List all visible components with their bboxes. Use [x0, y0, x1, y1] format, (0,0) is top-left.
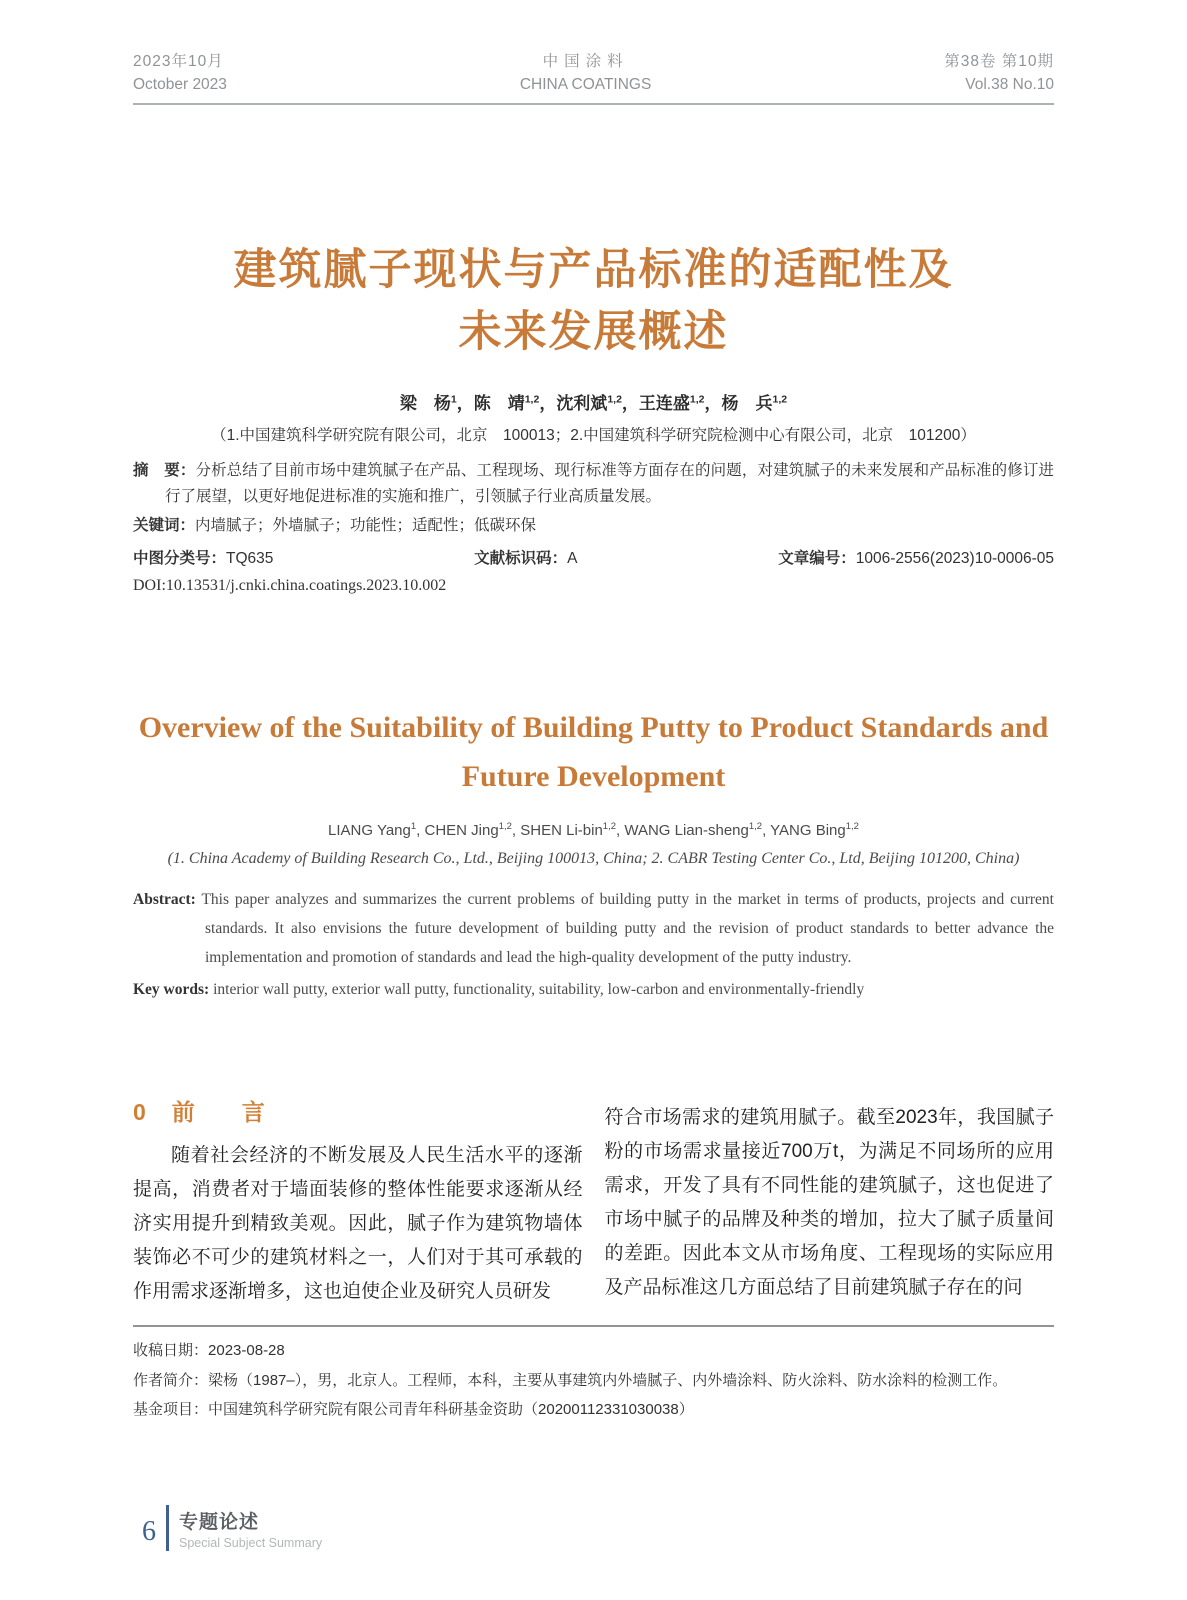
authors-en — [133, 821, 1054, 839]
running-head-journal — [520, 50, 651, 96]
abstract-cn — [133, 458, 1054, 510]
section-heading — [133, 1094, 583, 1127]
running-head-date — [133, 50, 227, 96]
footer-section-en: Special Subject Summary — [179, 1535, 323, 1550]
doi: DOI:10.13531/j.cnki.china.coatings.2023.10.002 — [133, 577, 447, 594]
date-en: October 2023 — [133, 76, 227, 93]
running-head-issue — [944, 50, 1054, 96]
author-en: CHEN Jing$^{1,2}$, — [424, 821, 521, 839]
section-number: 0 — [133, 1099, 146, 1125]
clc-number: 中图分类号：TQ635 — [133, 550, 274, 567]
article-title-cn-line1: 建筑腻子现状与产品标准的适配性及 — [233, 246, 954, 294]
journal-name-cn: 中国涂料 — [542, 53, 629, 70]
author-cn: 杨 兵$^{1,2}$ — [721, 393, 788, 413]
author-en: SHEN Li-bin$^{1,2}$, — [520, 821, 625, 839]
footer-section-label — [179, 1507, 322, 1550]
author-en: WANG Lian-sheng$^{1,2}$, — [624, 821, 771, 839]
keywords-en-label: Key words: — [133, 981, 210, 998]
abstract-cn-block — [133, 458, 1054, 539]
section-title: 前 言 — [171, 1099, 277, 1125]
footer-divider-bar — [166, 1505, 169, 1551]
body-paragraph-right: 符合市场需求的建筑用腻子。截至2023年，我国腻子粉的市场需求量接近700万t，为满足不同场所的应用需求，开发了具有不同性能的建筑腻子，这也促进了市场中腻子的品牌及种类的增加，拉大了腻子质量间的差距。因此本文从市场角度、工程现场的实际应用及产品标准这几方面总结了目前建筑腻子存在的问 — [604, 1107, 1054, 1298]
body-column-left — [133, 1094, 583, 1309]
footnotes — [133, 1325, 1054, 1425]
author-cn: 梁 杨$^1$， — [399, 393, 474, 413]
body-columns — [133, 1094, 1054, 1309]
footnote-received-date: 收稿日期：2023-08-28 — [133, 1342, 285, 1359]
journal-page — [133, 0, 1054, 1425]
body-column-right — [605, 1094, 1055, 1309]
page-number: 6 — [142, 1516, 156, 1547]
abstract-en-label: Abstract: — [133, 891, 196, 908]
page-footer — [142, 1505, 322, 1551]
article-title-cn — [133, 239, 1054, 363]
author-en: LIANG Yang$^1$, — [328, 821, 425, 839]
article-title-cn-line2: 未来发展概述 — [458, 308, 729, 356]
affiliation-en: (1. China Academy of Building Research Co., Ltd., Beijing 100013, China; 2. CABR Testing Center Co., Ltd, Beijing 101200, China) — [167, 850, 1020, 867]
authors-cn — [133, 389, 1054, 414]
date-cn: 2023年10月 — [133, 53, 224, 70]
keywords-cn-label: 关键词： — [133, 517, 196, 534]
author-cn: 沈利斌$^{1,2}$， — [556, 393, 639, 413]
abstract-en-block — [133, 885, 1054, 1004]
keywords-en — [133, 975, 1054, 1004]
footnote-author-bio: 作者简介：梁杨（1987–），男，北京人。工程师，本科，主要从事建筑内外墙腻子、内外墙涂料、防火涂料、防水涂料的检测工作。 — [133, 1371, 1008, 1389]
keywords-en-text: interior wall putty, exterior wall putty, functionality, suitability, low-carbon and environmentally-friendly — [213, 981, 865, 998]
abstract-en — [133, 885, 1054, 972]
abstract-cn-text: 分析总结了目前市场中建筑腻子在产品、工程现场、现行标准等方面存在的问题，对建筑腻子的未来发展和产品标准的修订进行了展望，以更好地促进标准的实施和推广，引领腻子行业高质量发展。 — [165, 462, 1054, 505]
affiliation-cn: （1.中国建筑科学研究院有限公司，北京 100013；2.中国建筑科学研究院检测中心有限公司，北京 101200） — [211, 427, 976, 444]
article-title-en: Overview of the Suitability of Building Putty to Product Standards and Future Development — [138, 711, 1049, 793]
author-cn: 陈 靖$^{1,2}$， — [473, 393, 557, 413]
article-id: 文章编号：1006-2556(2023)10-0006-05 — [778, 550, 1054, 567]
journal-name-en: CHINA COATINGS — [519, 76, 652, 93]
document-code: 文献标识码：A — [474, 550, 578, 567]
running-head — [133, 0, 1054, 105]
author-en: YANG Bing$^{1,2}$ — [770, 821, 859, 839]
issue-en: Vol.38 No.10 — [965, 76, 1054, 93]
author-cn: 王连盛$^{1,2}$， — [638, 393, 722, 413]
keywords-cn-text: 内墙腻子；外墙腻子；功能性；适配性；低碳环保 — [195, 517, 537, 534]
abstract-cn-label: 摘 要： — [133, 462, 196, 479]
abstract-en-text: This paper analyzes and summarizes the current problems of building putty in the market in terms of products, projects and current standards. It also envisions the future development of building putty and the revision of product standards to better advance the implementation and promotion of standards and lead the high-quality development of the putty industry. — [201, 891, 1054, 966]
footer-section-cn: 专题论述 — [179, 1511, 260, 1533]
keywords-cn — [133, 513, 1054, 539]
body-paragraph-left: 随着社会经济的不断发展及人民生活水平的逐渐提高，消费者对于墙面装修的整体性能要求逐渐从经济实用提升到精致美观。因此，腻子作为建筑物墙体装饰必不可少的建筑材料之一，人们对于其可承载的作用需求逐渐增多，这也迫使企业及研究人员研发 — [133, 1145, 583, 1302]
classification-row — [133, 546, 1054, 568]
issue-cn: 第38卷 第10期 — [944, 53, 1054, 70]
footnote-funding: 基金项目：中国建筑科学研究院有限公司青年科研基金资助（20200112331030038） — [133, 1401, 694, 1418]
